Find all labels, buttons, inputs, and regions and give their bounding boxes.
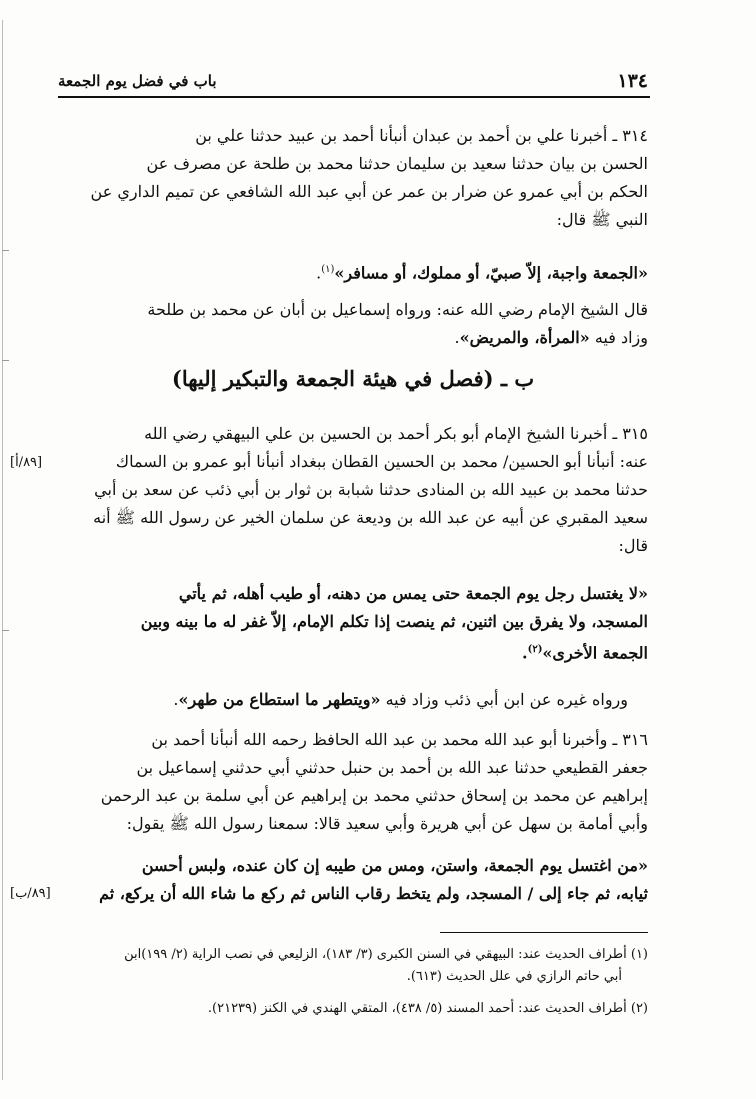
text-line: سعيد المقبري عن أبيه عن عبد الله بن وديعة عن سلمان الخير عن رسول الله ﷺ أنه [93,508,648,527]
text-line [58,324,648,352]
footnote-2: (٢) أطراف الحديث عند: أحمد المسند (٥/ ٤٣٨)، المتقي الهندي في الكنز (٢١٢٣٩). [207,1001,648,1016]
header-rule [58,96,650,98]
text-line: قال الشيخ الإمام رضي الله عنه: ورواه إسماعيل بن أبان عن محمد بن طلحة [147,300,648,319]
text-line: «من اغتسل يوم الجمعة، واستن، ومس من طيبه إن كان عنده، ولبس أحسن [141,856,648,875]
text-span: وزاد فيه [589,328,648,347]
text-line: الحكم بن أبي عمرو عن ضرار بن عمر عن أبي عبد الله الشافعي عن تميم الداري عن [90,182,648,201]
punct: . [454,328,460,347]
text-line: حدثنا محمد بن عبيد الله بن المنادى حدثنا شبابة بن ثوار بن أبي ذئب عن سعد بن أبي [94,480,648,499]
running-header [58,66,648,96]
hadith-314-isnad [58,122,648,234]
text-line: الحسن بن بيان حدثنا سعيد بن سليمان حدثنا محمد بن طلحة عن مصرف عن [146,154,648,173]
text-line: المسجد، ولا يفرق بين اثنين، ثم ينصت إذا تكلم الإمام، إلاّ غفر له ما بينه وبين [140,612,648,631]
footnote-1 [58,944,648,988]
margin-tick [2,360,9,361]
text-line: «لا يغتسل رجل يوم الجمعة حتى يمس من دهنه، أو طيب أهله، ثم يأتي [178,584,648,603]
text-line [58,636,648,667]
bold-quote: «المرأة، والمريض» [459,328,590,347]
footnote-rule [440,932,648,933]
text-line: النبي ﷺ قال: [556,210,648,229]
manuscript-folio-marker: [٨٩/أ] [10,455,43,470]
punct: . [316,263,322,283]
text-line: ثيابه، ثم جاء إلى / المسجد، ولم يتخط رقاب الناس ثم ركع ما شاء الله أن يركع، ثم [99,884,648,903]
punct: . [173,690,179,709]
text-line: عنه: أنبأنا أبو الحسين/ محمد بن الحسين القطان ببغداد أنبأنا أبو عمرو بن السماك [115,452,648,471]
section-heading: ب ـ (فصل في هيئة الجمعة والتبكير إليها) [171,366,535,391]
hadith-315-isnad [58,420,648,560]
footnote-ref: (٢) [527,644,543,655]
manuscript-folio-marker: [٨٩/ب] [10,886,51,901]
text-line: ٣١٦ ـ وأخبرنا أبو عبد الله محمد بن عبد الله الحافظ رحمه الله أنبأنا أحمد بن [151,730,648,749]
chapter-title: باب في فضل يوم الجمعة [58,72,217,90]
text-line: إبراهيم عن محمد بن إسحاق حدثني محمد بن إبراهيم عن أبي سلمة بن عبد الرحمن [100,786,648,805]
text-line: ٣١٤ ـ أخبرنا علي بن أحمد بن عبدان أنبأنا أحمد بن عبيد حدثنا علي بن [195,126,648,145]
page-number: ١٣٤ [617,70,648,92]
text-span: الجمعة الأخرى» [542,643,648,663]
bold-quote: «ويتطهر ما استطاع من طهر» [178,690,381,709]
text-line: جعفر القطيعي حدثنا عبد الله بن أحمد بن حنبل حدثني أبي حدثني إسماعيل بن [136,758,648,777]
scan-margin-line [2,20,3,1080]
text-line: وأبي أمامة بن سهل عن أبي هريرة وأبي سعيد قالا: سمعنا رسول الله ﷺ يقول: [126,814,648,833]
footnote-ref: (١) [321,264,335,275]
footnote-line: أبي حاتم الرازي في علل الحديث (٦١٣). [406,969,622,984]
text-span: ورواه غيره عن ابن أبي ذئب وزاد فيه [380,690,628,709]
hadith-314-matn [58,256,648,287]
comment-314 [58,296,648,352]
hadith-316-isnad [58,726,648,838]
footnote-line: (١) أطراف الحديث عند: البيهقي في السنن الكبرى (٣/ ١٨٣)، الزليعي في نصب الراية (٢/ ١٩٩)ابن [124,947,648,962]
punct: . [522,643,528,663]
text-line: قال: [618,536,648,555]
hadith-315-matn [58,580,648,667]
comment-315 [58,686,648,714]
text-line: ٣١٥ ـ أخبرنا الشيخ الإمام أبو بكر أحمد بن الحسين بن علي البيهقي رضي الله [144,424,648,443]
matn-text: «الجمعة واجبة، إلاّ صبيّ، أو مملوك، أو مسافر» [334,263,648,283]
margin-tick [2,630,9,631]
hadith-316-matn [58,852,648,908]
margin-tick [2,250,9,251]
